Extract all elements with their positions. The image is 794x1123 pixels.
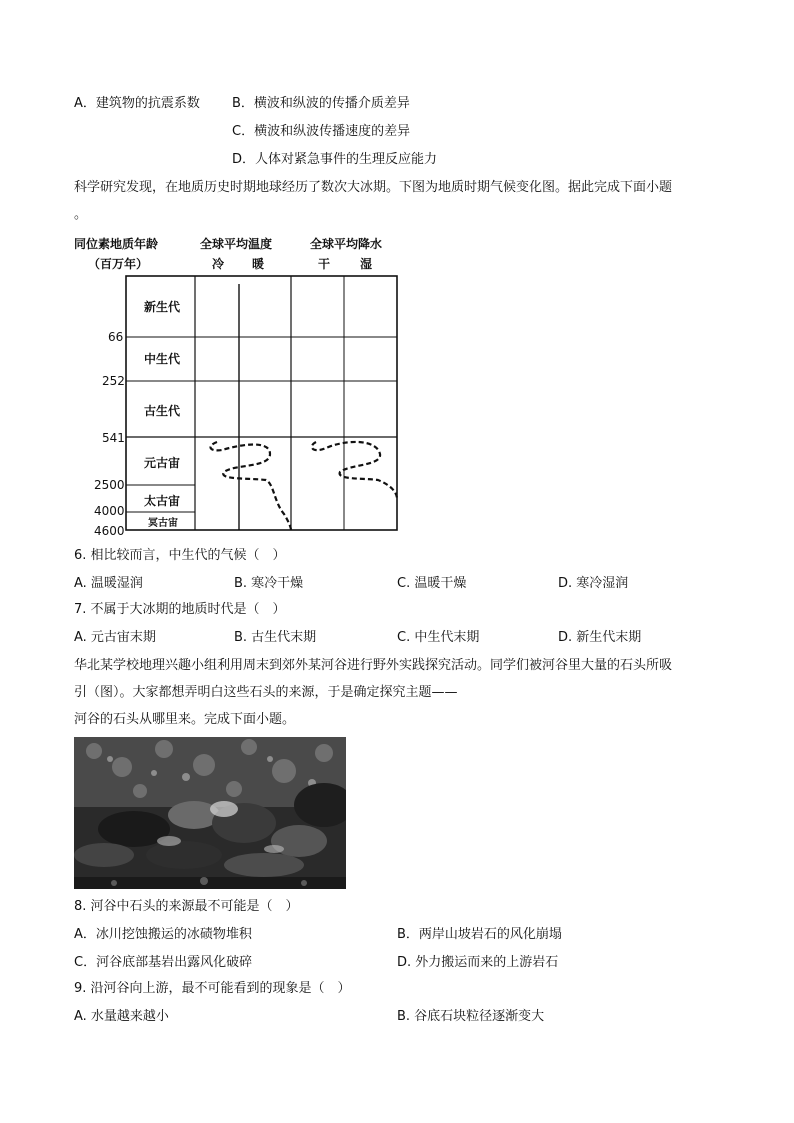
age-2500: 2500 [94, 478, 125, 492]
q6-stem: 6. 相比较而言，中生代的气候（ ） [74, 548, 286, 563]
passage2-line1: 华北某学校地理兴趣小组利用周末到郊外某河谷进行野外实践探究活动。同学们被河谷里大量的石头所吸 [74, 658, 673, 673]
q9-stem: 9. 沿河谷向上游，最不可能看到的现象是（ ） [74, 981, 351, 996]
temp-warm-label: 暖 [252, 257, 265, 271]
precip-dry-label: 干 [318, 257, 331, 271]
passage1-line1: 科学研究发现，在地质历史时期地球经历了数次大冰期。下图为地质时期气候变化图。据此完成下面小题 [74, 180, 673, 195]
river-valley-photo [74, 737, 346, 889]
q7-option-d: D. 新生代末期 [558, 630, 642, 645]
q8-option-d: D. 外力搬运而来的上游岩石 [397, 955, 559, 970]
passage1-line2: 。 [74, 207, 88, 222]
era-proterozoic: 元古宙 [144, 456, 181, 470]
passage2-line3: 河谷的石头从哪里来。完成下面小题。 [74, 712, 296, 727]
q6-option-b: B. 寒冷干燥 [234, 576, 304, 591]
era-cenozoic: 新生代 [144, 300, 181, 314]
temp-cold-label: 冷 [212, 257, 225, 271]
precipitation-curve [312, 442, 397, 498]
climate-change-figure [74, 232, 414, 537]
era-paleozoic: 古生代 [144, 404, 181, 418]
temp-header: 全球平均温度 [200, 237, 273, 251]
age-4000: 4000 [94, 504, 125, 518]
figure-frame [126, 276, 397, 530]
q6-option-d: D. 寒冷湿润 [558, 576, 629, 591]
q9-option-b: B. 谷底石块粒径逐渐变大 [397, 1009, 545, 1024]
q8-option-a: A．冰川挖蚀搬运的冰碛物堆积 [74, 927, 252, 942]
era-mesozoic: 中生代 [144, 352, 181, 366]
q5-option-a: A．建筑物的抗震系数 [74, 96, 200, 111]
q6-option-c: C. 温暖干燥 [397, 576, 467, 591]
precip-wet-label: 湿 [360, 257, 373, 271]
passage2-line2: 引（图）。大家都想弄明白这些石头的来源，于是确定探究主题—— [74, 685, 458, 700]
age-252: 252 [102, 374, 125, 388]
q7-option-c: C. 中生代末期 [397, 630, 480, 645]
era-hadean: 冥古宙 [148, 518, 178, 529]
q8-option-c: C．河谷底部基岩出露风化破碎 [74, 955, 253, 970]
q5-option-d: D．人体对紧急事件的生理反应能力 [232, 152, 438, 167]
age-541: 541 [102, 431, 125, 445]
age-header-2: （百万年） [88, 257, 149, 271]
age-header-1: 同位素地质年龄 [74, 237, 159, 251]
q7-stem: 7. 不属于大冰期的地质时代是（ ） [74, 602, 286, 617]
age-4600: 4600 [94, 524, 125, 537]
q6-option-a: A. 温暖湿润 [74, 576, 143, 591]
q7-option-b: B. 古生代末期 [234, 630, 317, 645]
era-archean: 太古宙 [144, 494, 181, 508]
q8-option-b: B．两岸山坡岩石的风化崩塌 [397, 927, 562, 942]
q5-option-b: B．横波和纵波的传播介质差异 [232, 96, 410, 111]
q8-stem: 8. 河谷中石头的来源最不可能是（ ） [74, 899, 299, 914]
q7-option-a: A. 元古宙末期 [74, 630, 156, 645]
temperature-curve [211, 442, 291, 530]
age-66: 66 [108, 330, 124, 344]
q9-option-a: A. 水量越来越小 [74, 1009, 169, 1024]
precip-header: 全球平均降水 [310, 237, 383, 251]
q5-option-c: C．横波和纵波传播速度的差异 [232, 124, 411, 139]
